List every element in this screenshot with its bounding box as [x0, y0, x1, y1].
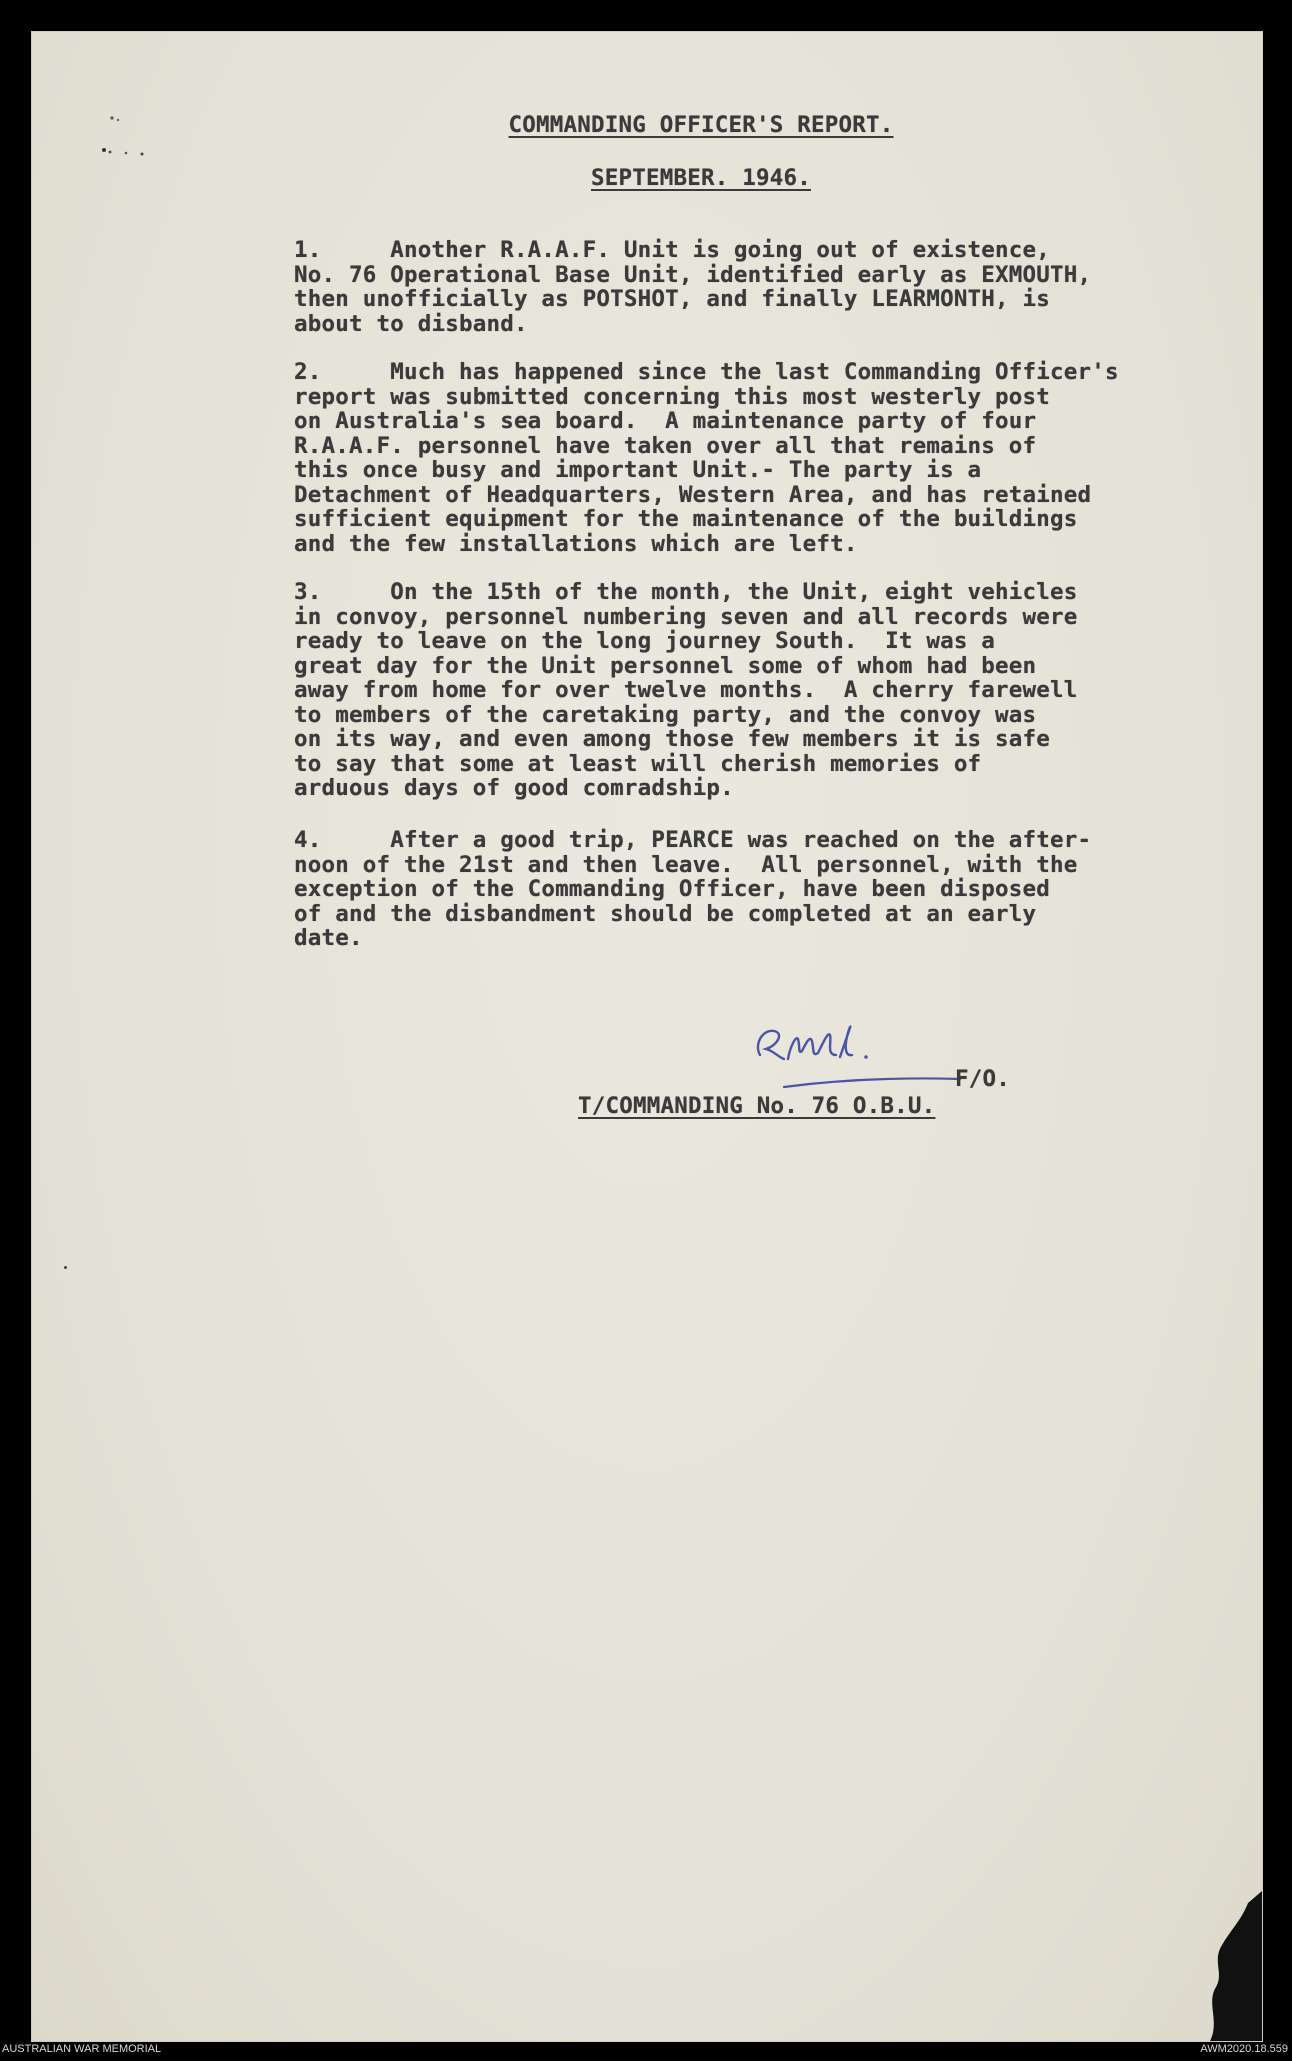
paragraph-line: No. 76 Operational Base Unit, identified early as EXMOUTH,	[294, 261, 1092, 288]
paper-mark	[64, 1266, 67, 1269]
paragraph-line: 2. Much has happened since the last Commanding Officer's	[294, 359, 1119, 385]
paragraph-line: noon of the 21st and then leave. All personnel, with the	[294, 851, 1078, 878]
paragraph-line: exception of the Commanding Officer, have been disposed	[294, 876, 1051, 902]
archive-name: AUSTRALIAN WAR MEMORIAL	[2, 2043, 162, 2055]
paragraph-line: 1. Another R.A.A.F. Unit is going out of existence,	[294, 237, 1051, 263]
paragraph-4	[294, 828, 1214, 951]
paragraph-line: arduous days of good comradship.	[294, 775, 734, 801]
paragraph-line: away from home for over twelve months. A cherry farewell	[294, 677, 1078, 703]
report-date: SEPTEMBER. 1946.	[591, 165, 811, 191]
paragraph-line: in convoy, personnel numbering seven and all records were	[294, 603, 1078, 630]
archive-footer	[0, 2041, 1292, 2059]
paragraph-2	[294, 360, 1214, 556]
paragraph-line: great day for the Unit personnel some of whom had been	[294, 652, 1037, 679]
paragraph-line: to members of the caretaking party, and the convoy was	[294, 701, 1037, 728]
paragraph-line: ready to leave on the long journey South. It was a	[294, 628, 996, 654]
paragraph-line: then unofficially as POTSHOT, and finally LEARMONTH, is	[294, 286, 1051, 312]
paragraph-line: of and the disbandment should be completed at an early	[294, 900, 1037, 927]
signatory-rank: F/O.	[955, 1066, 1010, 1092]
paragraph-line: R.A.A.F. personnel have taken over all that remains of	[294, 432, 1037, 459]
paragraph-line: 3. On the 15th of the month, the Unit, eight vehicles	[294, 579, 1078, 605]
paragraph-line: 4. After a good trip, PEARCE was reached on the after-	[294, 827, 1092, 853]
report-title: COMMANDING OFFICER'S REPORT.	[508, 112, 894, 138]
archive-reference: AWM2020.18.559	[1200, 2043, 1288, 2055]
paragraph-line: and the few installations which are left.	[294, 530, 858, 557]
paragraph-line: about to disband.	[294, 310, 528, 337]
paragraph-line: date.	[294, 925, 363, 951]
paragraph-line: Detachment of Headquarters, Western Area, and has retained	[294, 481, 1092, 508]
paragraph-line: on its way, and even among those few members it is safe	[294, 726, 1051, 752]
paragraph-3	[294, 580, 1214, 801]
paragraph-line: report was submitted concerning this most westerly post	[294, 383, 1051, 410]
signatory-title: T/COMMANDING No. 76 O.B.U.	[578, 1093, 936, 1119]
paper-tear	[1202, 1891, 1262, 2041]
paragraph-line: this once busy and important Unit.- The party is a	[294, 457, 982, 483]
paragraph-line: to say that some at least will cherish memories of	[294, 750, 982, 777]
paragraph-line: sufficient equipment for the maintenance of the buildings	[294, 506, 1078, 532]
paragraph-1	[294, 238, 1214, 336]
paragraph-line: on Australia's sea board. A maintenance party of four	[294, 408, 1037, 434]
